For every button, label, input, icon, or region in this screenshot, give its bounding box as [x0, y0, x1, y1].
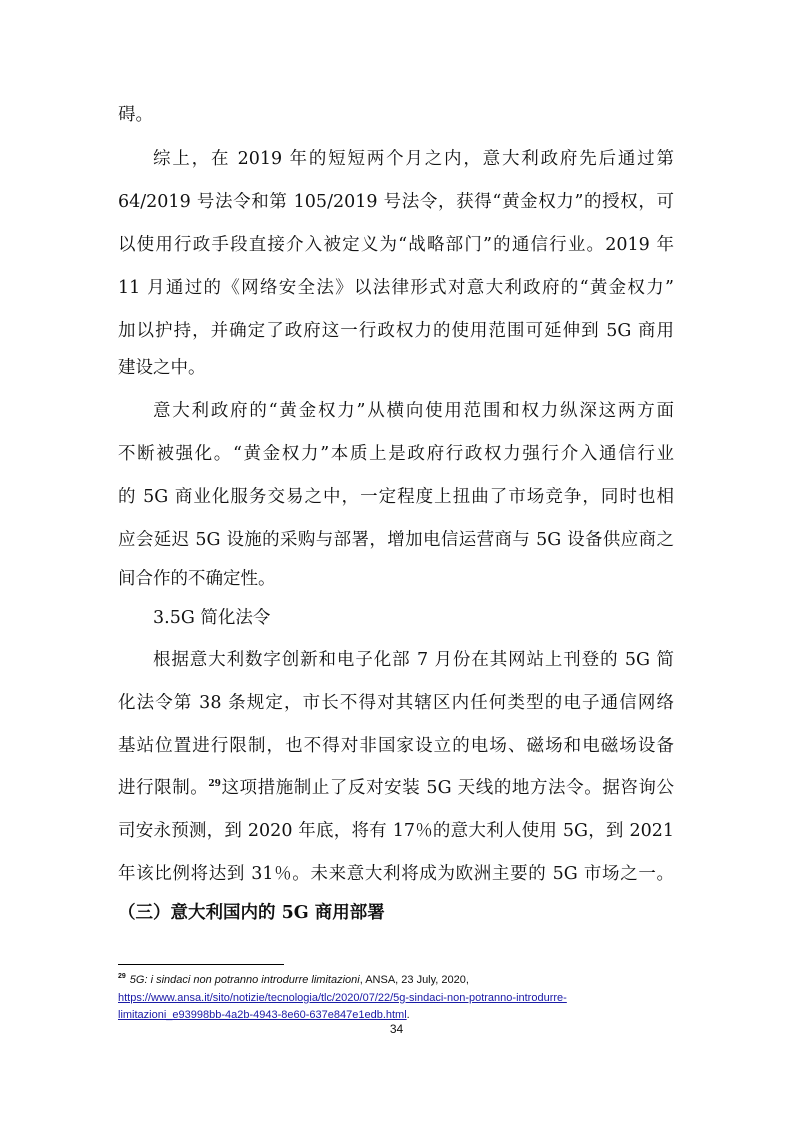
body-line: 综上，在 2019 年的短短两个月之内，意大利政府先后通过第: [153, 149, 674, 169]
body-line: 11 月通过的《网络安全法》以法律形式对意大利政府的“黄金权力”: [118, 278, 674, 298]
footnote-number: 29: [118, 973, 126, 981]
body-text: 进行限制。: [118, 778, 209, 798]
footnote-link[interactable]: limitazioni_e93998bb-4a2b-4943-8e60-637e847e1edb.html: [118, 1009, 407, 1021]
body-line: 司安永预测，到 2020 年底，将有 17％的意大利人使用 5G，到 2021: [118, 821, 674, 841]
body-line: 以使用行政手段直接介入被定义为“战略部门”的通信行业。2019 年: [118, 235, 674, 255]
footnote: [118, 972, 678, 989]
footnote-link[interactable]: https://www.ansa.it/sito/notizie/tecnologia/tlc/2020/07/22/5g-sindaci-non-potranno-introdurre-: [118, 992, 567, 1004]
footnote-separator: [118, 964, 284, 965]
footnote-title: 5G: i sindaci non potranno introdurre limitazioni: [129, 974, 360, 986]
body-line: 意大利政府的“黄金权力”从横向使用范围和权力纵深这两方面: [153, 401, 674, 421]
body-line: 根据意大利数字创新和电子化部 7 月份在其网站上刊登的 5G 简: [153, 650, 674, 670]
body-line: 建设之中。: [118, 358, 206, 378]
footnote-period: .: [406, 1009, 410, 1021]
footnote-url-line: [118, 990, 678, 1007]
body-line: 的 5G 商业化服务交易之中，一定程度上扭曲了市场竞争，同时也相: [118, 487, 674, 507]
body-line: 年该比例将达到 31％。未来意大利将成为欧洲主要的 5G 市场之一。: [118, 864, 674, 884]
body-line: 间合作的不确定性。: [118, 569, 276, 589]
footnote-source: , ANSA, 23 July, 2020,: [359, 974, 469, 986]
body-line: [118, 770, 674, 806]
body-line: 化法令第 38 条规定，市长不得对其辖区内任何类型的电子通信网络: [118, 693, 674, 713]
page-number: 34: [389, 1022, 404, 1036]
subsection-heading: （三）意大利国内的 5G 商用部署: [118, 903, 385, 923]
body-line: 加以护持，并确定了政府这一行政权力的使用范围可延伸到 5G 商用: [118, 321, 674, 341]
body-line: 不断被强化。“黄金权力”本质上是政府行政权力强行介入通信行业: [118, 444, 674, 464]
body-line: 应会延迟 5G 设施的采购与部署，增加电信运营商与 5G 设备供应商之: [118, 530, 674, 550]
body-text: 这项措施制止了反对安装 5G 天线的地方法令。据咨询公: [220, 778, 674, 798]
body-line: 基站位置进行限制，也不得对非国家设立的电场、磁场和电磁场设备: [118, 736, 674, 756]
body-line: 64/2019 号法令和第 105/2019 号法令，获得“黄金权力”的授权，可: [118, 192, 674, 212]
section-heading: 3.5G 简化法令: [153, 608, 271, 628]
body-line: 碍。: [118, 105, 153, 125]
footnote-ref[interactable]: 29: [208, 779, 221, 790]
